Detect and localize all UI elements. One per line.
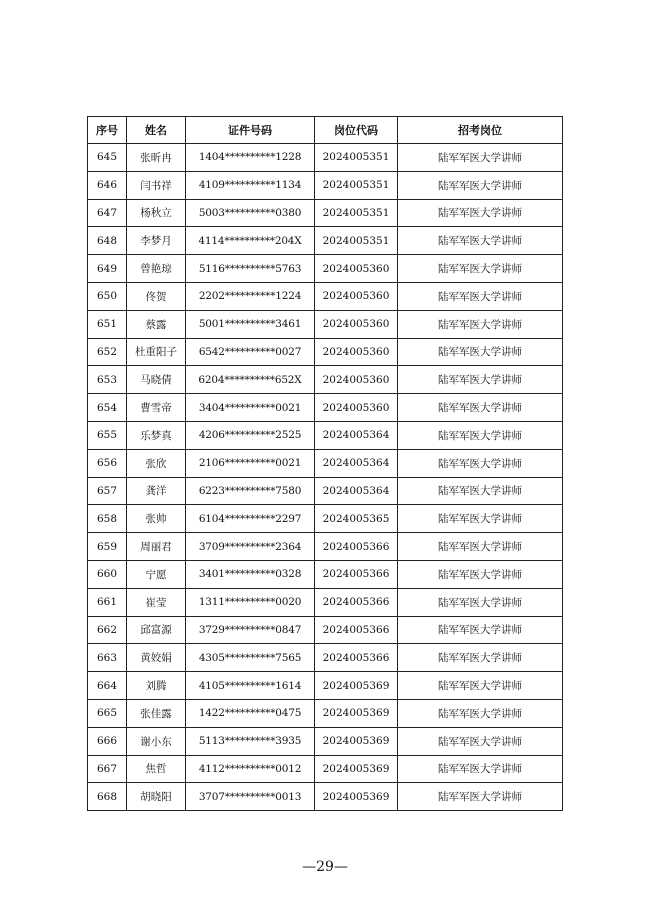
cell-serial: 649 <box>88 255 127 283</box>
cell-id-number: 3401**********0328 <box>186 560 315 588</box>
cell-position-code: 2024005366 <box>315 616 398 644</box>
cell-position: 陆军军医大学讲师 <box>398 644 563 672</box>
cell-position-code: 2024005366 <box>315 588 398 616</box>
cell-position: 陆军军医大学讲师 <box>398 699 563 727</box>
cell-name: 乐梦真 <box>127 421 186 449</box>
cell-id-number: 4305**********7565 <box>186 644 315 672</box>
cell-position-code: 2024005366 <box>315 533 398 561</box>
cell-position-code: 2024005369 <box>315 783 398 811</box>
cell-position: 陆军军医大学讲师 <box>398 255 563 283</box>
cell-position-code: 2024005360 <box>315 310 398 338</box>
cell-position-code: 2024005351 <box>315 144 398 172</box>
cell-name: 张帅 <box>127 505 186 533</box>
cell-position: 陆军军医大学讲师 <box>398 282 563 310</box>
table-header-row <box>88 117 563 144</box>
cell-name: 李梦月 <box>127 227 186 255</box>
cell-position-code: 2024005360 <box>315 366 398 394</box>
cell-id-number: 6104**********2297 <box>186 505 315 533</box>
cell-id-number: 1404**********1228 <box>186 144 315 172</box>
cell-position-code: 2024005364 <box>315 449 398 477</box>
table-row <box>88 533 563 561</box>
cell-id-number: 3707**********0013 <box>186 783 315 811</box>
cell-position-code: 2024005364 <box>315 477 398 505</box>
cell-name: 黄姣娟 <box>127 644 186 672</box>
table-row <box>88 505 563 533</box>
cell-position-code: 2024005351 <box>315 171 398 199</box>
cell-id-number: 5001**********3461 <box>186 310 315 338</box>
cell-serial: 660 <box>88 560 127 588</box>
cell-id-number: 4109**********1134 <box>186 171 315 199</box>
cell-position: 陆军军医大学讲师 <box>398 421 563 449</box>
cell-id-number: 3404**********0021 <box>186 394 315 422</box>
cell-position-code: 2024005360 <box>315 282 398 310</box>
table-row <box>88 588 563 616</box>
table-row <box>88 227 563 255</box>
cell-position: 陆军军医大学讲师 <box>398 477 563 505</box>
cell-serial: 655 <box>88 421 127 449</box>
cell-serial: 650 <box>88 282 127 310</box>
cell-serial: 668 <box>88 783 127 811</box>
table-row <box>88 727 563 755</box>
cell-position-code: 2024005351 <box>315 199 398 227</box>
table-row <box>88 421 563 449</box>
cell-serial: 657 <box>88 477 127 505</box>
header-name: 姓名 <box>127 117 186 144</box>
cell-id-number: 4206**********2525 <box>186 421 315 449</box>
cell-name: 蔡露 <box>127 310 186 338</box>
table-row <box>88 310 563 338</box>
cell-name: 曾艳琼 <box>127 255 186 283</box>
cell-id-number: 2202**********1224 <box>186 282 315 310</box>
cell-position-code: 2024005369 <box>315 755 398 783</box>
cell-name: 杨秋立 <box>127 199 186 227</box>
cell-position-code: 2024005360 <box>315 394 398 422</box>
table-row <box>88 144 563 172</box>
header-position-code: 岗位代码 <box>315 117 398 144</box>
header-position: 招考岗位 <box>398 117 563 144</box>
cell-serial: 648 <box>88 227 127 255</box>
table-row <box>88 783 563 811</box>
cell-position: 陆军军医大学讲师 <box>398 449 563 477</box>
cell-id-number: 4114**********204X <box>186 227 315 255</box>
cell-position-code: 2024005369 <box>315 699 398 727</box>
cell-position-code: 2024005351 <box>315 227 398 255</box>
cell-position: 陆军军医大学讲师 <box>398 533 563 561</box>
cell-id-number: 1422**********0475 <box>186 699 315 727</box>
cell-position-code: 2024005366 <box>315 644 398 672</box>
cell-position: 陆军军医大学讲师 <box>398 505 563 533</box>
table-row <box>88 394 563 422</box>
cell-id-number: 2106**********0021 <box>186 449 315 477</box>
table-row <box>88 255 563 283</box>
cell-serial: 656 <box>88 449 127 477</box>
cell-position: 陆军军医大学讲师 <box>398 560 563 588</box>
table-row <box>88 199 563 227</box>
table-row <box>88 755 563 783</box>
cell-id-number: 3709**********2364 <box>186 533 315 561</box>
cell-serial: 665 <box>88 699 127 727</box>
cell-id-number: 6204**********652X <box>186 366 315 394</box>
cell-serial: 654 <box>88 394 127 422</box>
header-id-number: 证件号码 <box>186 117 315 144</box>
cell-id-number: 1311**********0020 <box>186 588 315 616</box>
cell-serial: 645 <box>88 144 127 172</box>
cell-id-number: 4105**********1614 <box>186 672 315 700</box>
cell-position-code: 2024005364 <box>315 421 398 449</box>
cell-name: 宁愿 <box>127 560 186 588</box>
table-row <box>88 699 563 727</box>
cell-id-number: 6542**********0027 <box>186 338 315 366</box>
cell-id-number: 5113**********3935 <box>186 727 315 755</box>
cell-name: 周丽君 <box>127 533 186 561</box>
cell-id-number: 6223**********7580 <box>186 477 315 505</box>
table-row <box>88 282 563 310</box>
cell-serial: 651 <box>88 310 127 338</box>
cell-name: 佟贺 <box>127 282 186 310</box>
table-row <box>88 171 563 199</box>
cell-position: 陆军军医大学讲师 <box>398 366 563 394</box>
cell-name: 刘腾 <box>127 672 186 700</box>
cell-serial: 647 <box>88 199 127 227</box>
table-body <box>88 144 563 811</box>
cell-position: 陆军军医大学讲师 <box>398 310 563 338</box>
cell-position: 陆军军医大学讲师 <box>398 199 563 227</box>
table-row <box>88 644 563 672</box>
cell-name: 杜重阳子 <box>127 338 186 366</box>
cell-id-number: 4112**********0012 <box>186 755 315 783</box>
cell-serial: 663 <box>88 644 127 672</box>
cell-position: 陆军军医大学讲师 <box>398 144 563 172</box>
cell-serial: 664 <box>88 672 127 700</box>
cell-position-code: 2024005360 <box>315 255 398 283</box>
cell-name: 胡晓阳 <box>127 783 186 811</box>
table-row <box>88 616 563 644</box>
cell-position-code: 2024005360 <box>315 338 398 366</box>
cell-name: 马晓倩 <box>127 366 186 394</box>
cell-position: 陆军军医大学讲师 <box>398 171 563 199</box>
cell-position: 陆军军医大学讲师 <box>398 227 563 255</box>
cell-position: 陆军军医大学讲师 <box>398 588 563 616</box>
cell-name: 闫书祥 <box>127 171 186 199</box>
table-row <box>88 366 563 394</box>
table-row <box>88 477 563 505</box>
cell-name: 谢小东 <box>127 727 186 755</box>
header-serial: 序号 <box>88 117 127 144</box>
cell-position: 陆军军医大学讲师 <box>398 727 563 755</box>
page-number: —29— <box>302 859 348 875</box>
cell-position: 陆军军医大学讲师 <box>398 394 563 422</box>
table-row <box>88 449 563 477</box>
cell-position: 陆军军医大学讲师 <box>398 755 563 783</box>
cell-id-number: 3729**********0847 <box>186 616 315 644</box>
table-row <box>88 338 563 366</box>
cell-position-code: 2024005369 <box>315 727 398 755</box>
cell-position-code: 2024005366 <box>315 560 398 588</box>
cell-serial: 659 <box>88 533 127 561</box>
cell-position-code: 2024005365 <box>315 505 398 533</box>
cell-position: 陆军军医大学讲师 <box>398 338 563 366</box>
cell-position: 陆军军医大学讲师 <box>398 783 563 811</box>
cell-serial: 646 <box>88 171 127 199</box>
cell-serial: 666 <box>88 727 127 755</box>
cell-serial: 652 <box>88 338 127 366</box>
cell-name: 龚洋 <box>127 477 186 505</box>
cell-position: 陆军军医大学讲师 <box>398 672 563 700</box>
cell-serial: 667 <box>88 755 127 783</box>
cell-name: 曹雪帝 <box>127 394 186 422</box>
table-row <box>88 560 563 588</box>
cell-name: 张佳露 <box>127 699 186 727</box>
cell-serial: 653 <box>88 366 127 394</box>
cell-name: 张昕冉 <box>127 144 186 172</box>
cell-name: 张欣 <box>127 449 186 477</box>
cell-id-number: 5003**********0380 <box>186 199 315 227</box>
cell-id-number: 5116**********5763 <box>186 255 315 283</box>
cell-name: 焦哲 <box>127 755 186 783</box>
cell-name: 崔莹 <box>127 588 186 616</box>
candidate-table <box>87 116 563 811</box>
cell-position: 陆军军医大学讲师 <box>398 616 563 644</box>
cell-name: 邱富源 <box>127 616 186 644</box>
cell-serial: 661 <box>88 588 127 616</box>
cell-serial: 662 <box>88 616 127 644</box>
cell-serial: 658 <box>88 505 127 533</box>
cell-position-code: 2024005369 <box>315 672 398 700</box>
table-row <box>88 672 563 700</box>
